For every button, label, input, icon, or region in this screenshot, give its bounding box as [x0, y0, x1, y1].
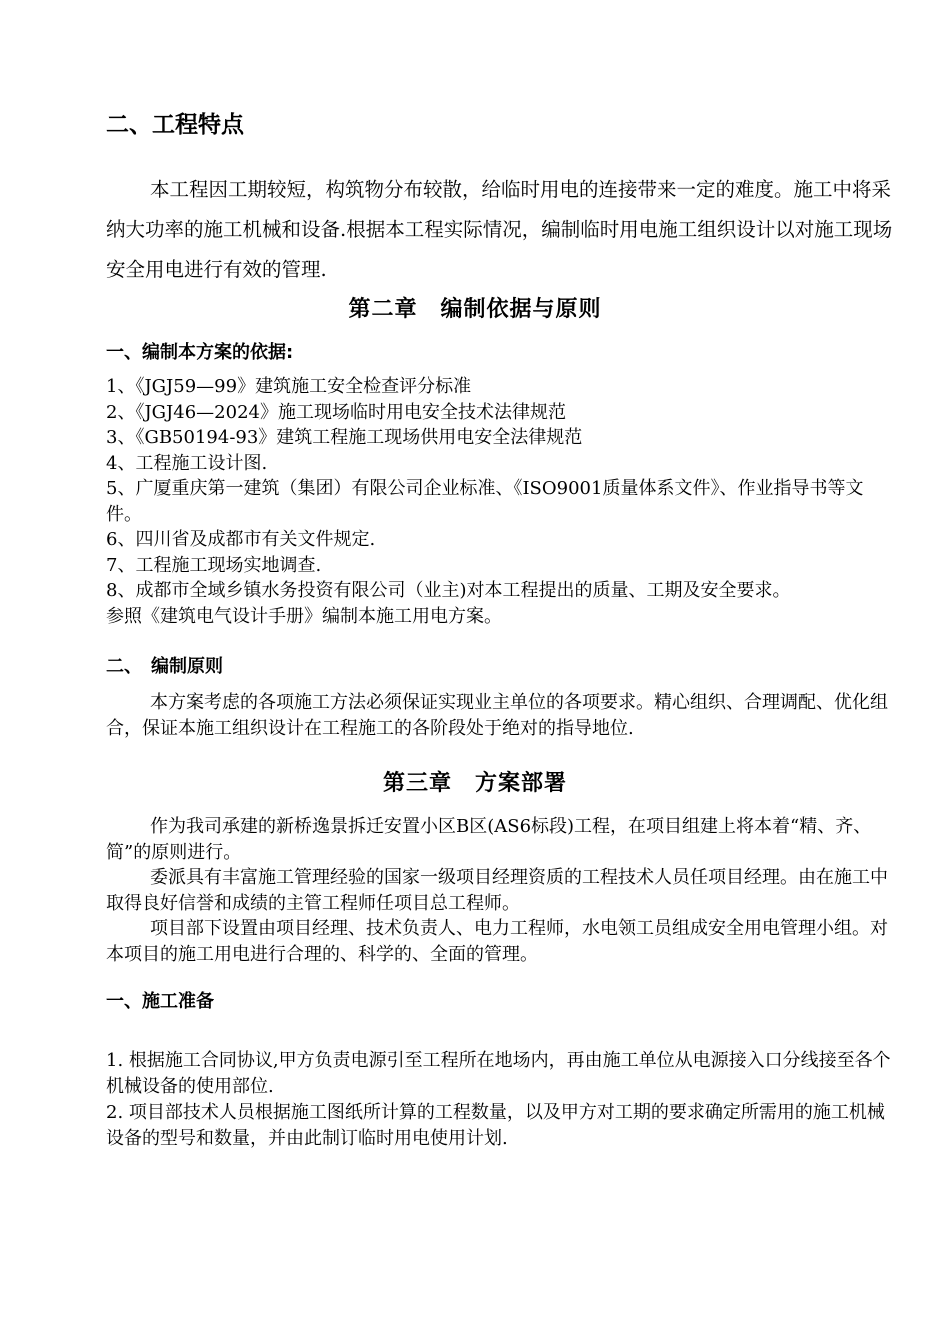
principle-heading: 二、 编制原则 — [106, 656, 223, 677]
deployment-paragraph-2: 委派具有丰富施工管理经验的国家一级项目经理资质的工程技术人员任项目经理。由在施工中取得良好信誉和成绩的主管工程师任项目总工程师。 — [106, 867, 888, 914]
features-paragraph — [106, 170, 896, 290]
basis-item-6: 6、四川省及成都市有关文件规定. — [106, 529, 376, 550]
deployment-paragraph-3: 项目部下设置由项目经理、技术负责人、电力工程师，水电领工员组成安全用电管理小组。对本项目的施工用电进行合理的、科学的、全面的管理。 — [106, 918, 888, 965]
principle-text: 本方案考虑的各项施工方法必须保证实现业主单位的各项要求。精心组织、合理调配、优化组合，保证本施工组织设计在工程施工的各阶段处于绝对的指导地位. — [106, 692, 888, 739]
prep-item-2: 2. 项目部技术人员根据施工图纸所计算的工程数量，以及甲方对工期的要求确定所需用的施工机械设备的型号和数量，并由此制订临时用电使用计划. — [106, 1102, 885, 1149]
basis-list — [106, 374, 896, 629]
basis-item-4: 4、工程施工设计图. — [106, 452, 268, 474]
features-text: 本工程因工期较短，构筑物分布较散，给临时用电的连接带来一定的难度。施工中将采纳大功率的施工机械和设备.根据本工程实际情况，编制临时用电施工组织设计以对施工现场安全用电进行有效的管理. — [106, 178, 893, 281]
principle-section — [106, 690, 896, 741]
basis-item-3: 3、《GB50194-93》建筑工程施工现场供用电安全法律规范 — [106, 427, 583, 448]
prep-item-1: 1. 根据施工合同协议,甲方负责电源引至工程所在地场内，再由施工单位从电源接入口分线接至各个机械设备的使用部位. — [106, 1050, 891, 1097]
chapter2-title: 第二章 编制依据与原则 — [348, 297, 602, 322]
section-title-features: 二、工程特点 — [106, 112, 244, 138]
deployment-paragraph-1: 作为我司承建的新桥逸景拆迁安置小区B区(AS6标段)工程，在项目组建上将本着“精、齐、简”的原则进行。 — [106, 816, 872, 863]
basis-item-8: 8、成都市全域乡镇水务投资有限公司（业主)对本工程提出的质量、工期及安全要求。 — [106, 580, 791, 601]
basis-item-7: 7、工程施工现场实地调查. — [106, 554, 322, 576]
deployment-section — [106, 814, 896, 967]
basis-heading: 一、编制本方案的依据: — [106, 342, 294, 363]
basis-item-5: 5、广厦重庆第一建筑（集团）有限公司企业标准、《ISO9001质量体系文件》、作业指导书等文件。 — [106, 478, 864, 525]
basis-reference: 参照《建筑电气设计手册》编制本施工用电方案。 — [106, 605, 502, 627]
chapter3-title: 第三章 方案部署 — [382, 771, 567, 796]
basis-item-1: 1、《JGJ59—99》建筑施工安全检查评分标准 — [106, 376, 472, 397]
prep-heading: 一、施工准备 — [106, 991, 214, 1012]
prep-list — [106, 1048, 896, 1152]
basis-item-2: 2、《JGJ46—2024》施工现场临时用电安全技术法律规范 — [106, 401, 566, 423]
